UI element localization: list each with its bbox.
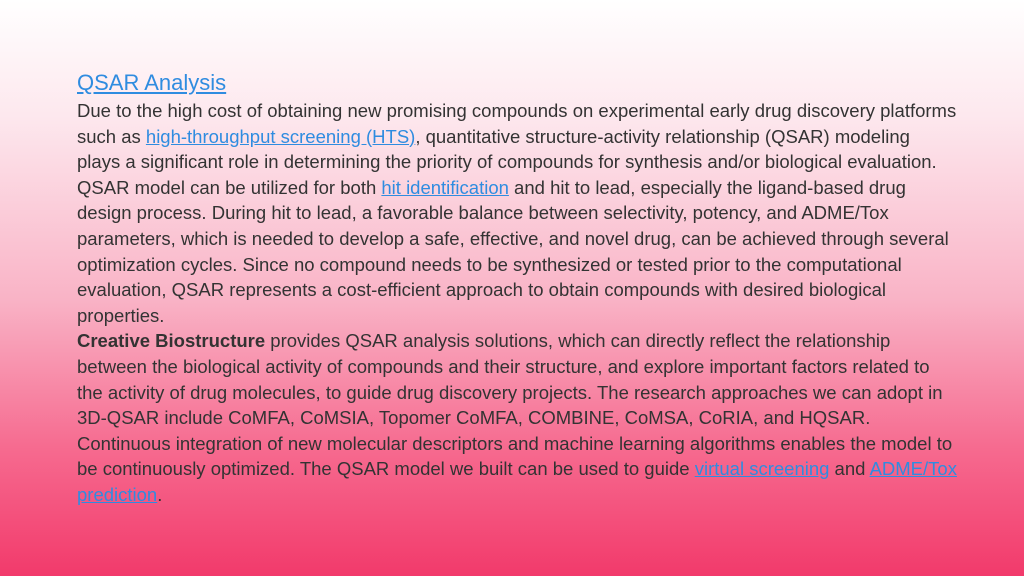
page-title-link[interactable]: QSAR Analysis: [77, 70, 227, 95]
services-text-a: provides QSAR analysis solutions, which can directly reflect the relationship between the biological activity of compounds and their structure, and explore important factors related to the activity of drug molecules, to guide drug discovery projects. The research approaches we can adopt in 3D-QSAR include CoMFA, CoMSIA, Topomer CoMFA, COMBINE, CoMSA, CoRIA, and HQSAR. Continuous integration of new molecular descriptors and machine learning algorithms enables the model to be continuously optimized. The QSAR model we built can be used to guide: [77, 330, 953, 480]
adme-tox-prediction-link[interactable]: ADME/Tox prediction: [77, 458, 957, 505]
hts-link[interactable]: high-throughput screening (HTS): [145, 125, 416, 147]
intro-text-a: Due to the high cost of obtaining new promising compounds on experimental early drug discovery platforms such as: [77, 100, 957, 147]
intro-paragraph: [77, 98, 957, 328]
company-name: Creative Biostructure: [77, 330, 266, 352]
hit-identification-link[interactable]: hit identification: [381, 176, 509, 198]
intro-text-c: and hit to lead, especially the ligand-based drug design process. During hit to lead, a favorable balance between selectivity, potency, and ADME/Tox parameters, which is needed to develop a safe, effective, and novel drug, can be achieved through several optimization cycles. Since no compound needs to be synthesized or tested prior to the computational evaluation, QSAR represents a cost-efficient approach to obtain compounds with desired biological properties.: [77, 176, 949, 326]
slide-content: [77, 68, 957, 508]
services-paragraph: [77, 328, 957, 507]
virtual-screening-link[interactable]: virtual screening: [694, 458, 830, 480]
services-text-c: .: [157, 483, 163, 505]
intro-text-b: , quantitative structure-activity relationship (QSAR) modeling plays a significant role in determining the priority of compounds for synthesis and/or biological evaluation. QSAR model can be utilized for both: [77, 125, 937, 198]
services-text-b: and: [829, 458, 870, 480]
